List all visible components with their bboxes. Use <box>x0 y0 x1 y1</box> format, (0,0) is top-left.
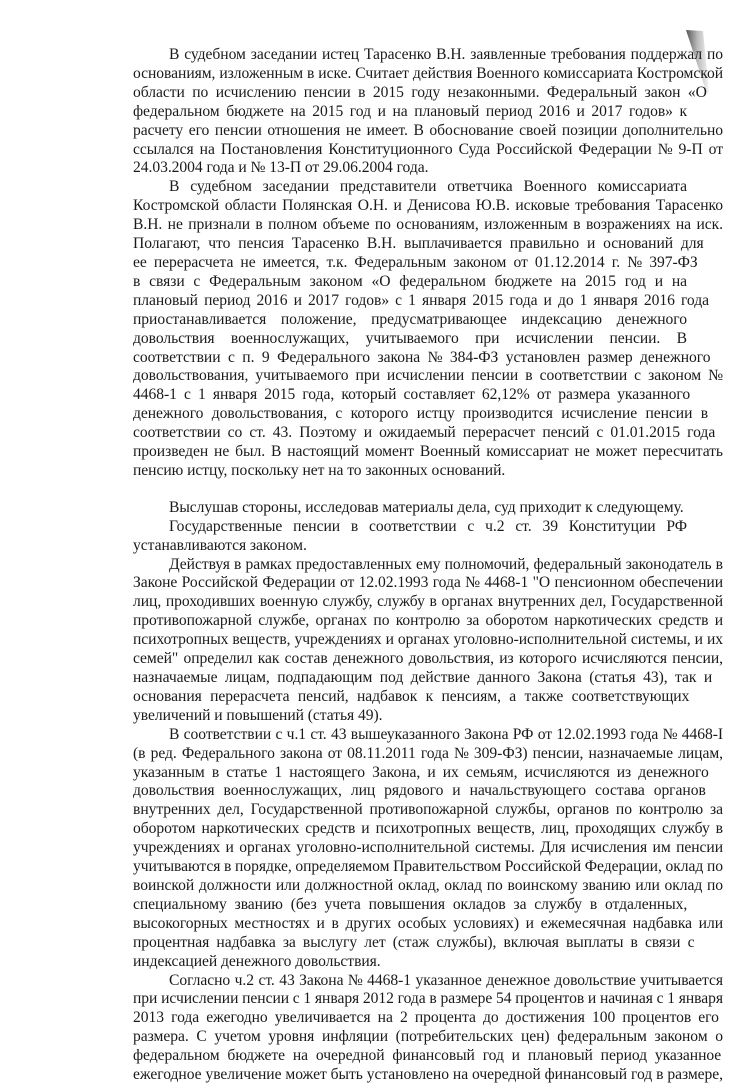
document-page <box>97 46 723 1085</box>
text-line: учреждениях и органах уголовно-исполнительной системы. Для исчисления им пенсии <box>133 839 723 857</box>
text-line: 24.03.2004 года и № 13-П от 29.06.2004 года. <box>133 159 429 177</box>
text-line: размера. С учетом уровня инфляции (потребительских цен) федеральным законом о <box>133 1028 723 1046</box>
text-line: индексацией денежного довольствия. <box>133 952 381 970</box>
text-line: плановый период 2016 и 2017 годов» с 1 января 2015 года и до 1 января 2016 года <box>133 291 709 309</box>
text-line: произведен не был. В настоящий момент Военный комиссариат не может пересчитать <box>133 443 723 461</box>
text-line: Полагают, что пенсия Тарасенко В.Н. выплачивается правильно и оснований для <box>133 235 704 253</box>
text-line: приостанавливается положение, предусматривающее индексацию денежного <box>133 310 687 328</box>
text-line: психотропных веществ, учреждениях и органах уголовно-исполнительной системы, и их <box>133 631 723 649</box>
text-line: внутренних дел, Государственной противопожарной службы, органов по контролю за <box>133 801 723 819</box>
text-line: довольствования, учитываемого при исчислении пенсии в соответствии с законом № <box>133 367 723 385</box>
text-line: соответствии с п. 9 Федерального закона № 384-ФЗ установлен размер денежного <box>133 348 711 366</box>
text-line: Законе Российской Федерации от 12.02.1993 года № 4468-1 "О пенсионном обеспечении <box>133 574 723 592</box>
text-line: Действуя в рамках предоставленных ему полномочий, федеральный законодатель в <box>169 555 723 573</box>
text-line: денежного довольствования, с которого истцу производится исчисление пенсии в <box>133 405 709 423</box>
text-line: В.Н. не признали в полном объеме по основаниям, изложенным в возражениях на иск. <box>133 216 723 234</box>
text-line: пенсию истцу, поскольку нет на то законных оснований. <box>133 461 506 479</box>
paragraph-article-43-part-1 <box>97 725 723 972</box>
text-line: расчету его пенсии отношения не имеет. В обоснование своей позиции дополнительно <box>133 121 723 139</box>
paragraph-constitution <box>97 518 687 556</box>
text-line: федеральном бюджете на очередной финансовый год и плановый период указанное <box>133 1047 722 1065</box>
paragraph-gap <box>97 481 687 499</box>
text-line: (в ред. Федерального закона от 08.11.2011 года № 309-ФЗ) пенсии, назначаемые лицам, <box>133 744 723 762</box>
text-line: ее перерасчета не имеется, т.к. Федеральным законом от 01.12.2014 г. № 397-ФЗ <box>133 253 698 271</box>
paragraph-law-4468-1 <box>97 555 723 726</box>
text-line: лиц, проходивших военную службу, службу в органах внутренних дел, Государственной <box>133 593 723 611</box>
text-line: в связи с Федеральным законом «О федеральном бюджете на 2015 год и на <box>133 272 687 290</box>
text-line: Государственные пенсии в соответствии с ч.2 ст. 39 Конституции РФ <box>169 517 687 535</box>
text-line: 2013 года ежегодно увеличивается на 2 процента до достижения 100 процентов его <box>133 1009 719 1027</box>
text-line: федеральном бюджете на 2015 год и на плановый период 2016 и 2017 годов» к <box>133 102 688 120</box>
text-line: устанавливаются законом. <box>133 536 307 554</box>
text-line: основания перерасчета пенсий, надбавок к пенсиям, а также соответствующих <box>133 687 690 705</box>
text-line: ежегодное увеличение может быть установлено на очередной финансовый год в размере, <box>133 1066 723 1084</box>
text-line: воинской должности или должностной оклад, оклад по воинскому званию или оклад по <box>133 876 723 894</box>
text-line: учитываются в порядке, определяемом Правительством Российской Федерации, оклад по <box>133 858 723 876</box>
text-line: высокогорных местностях и в других особых условиях) и ежемесячная надбавка или <box>133 914 723 932</box>
text-line: Выслушав стороны, исследовав материалы дела, суд приходит к следующему. <box>169 498 684 516</box>
text-line: Костромской области Полянская О.Н. и Денисова Ю.В. исковые требования Тарасенко <box>133 197 723 215</box>
paragraph-plaintiff-position <box>97 46 723 178</box>
text-line: В соответствии с ч.1 ст. 43 вышеуказанного Закона РФ от 12.02.1993 года № 4468-I <box>169 725 723 743</box>
text-line: семей" определил как состав денежного довольствия, из которого исчисляются пенсии, <box>133 650 723 668</box>
paragraph-defendant-position <box>97 178 723 481</box>
text-line: при исчислении пенсии с 1 января 2012 года в размере 54 процентов и начиная с 1 января <box>133 990 723 1008</box>
text-line: специальному званию (без учета повышения окладов за службу в отдаленных, <box>133 895 688 913</box>
text-line: противопожарной службе, органах по контролю за оборотом наркотических средств и <box>133 612 723 630</box>
text-line: 4468-1 с 1 января 2015 года, который составляет 62,12% от размера указанного <box>133 386 691 404</box>
text-line: назначаемые лицам, подпадающим под действие данного Закона (статья 43), так и <box>133 669 713 686</box>
text-line: оборотом наркотических средств и психотропных веществ, лиц, проходящих службу в <box>133 820 723 838</box>
text-line: увеличений и повышений (статья 49). <box>133 706 383 724</box>
text-line: основаниям, изложенным в иске. Считает действия Военного комиссариата Костромской <box>133 64 723 82</box>
text-line: процентная надбавка за выслугу лет (стаж службы), включая выплаты в связи с <box>133 933 695 951</box>
text-line: указанным в статье 1 настоящего Закона, и их семьям, исчисляются из денежного <box>133 763 709 781</box>
paragraph-court-conclusion-intro <box>97 499 687 518</box>
text-line: области по исчислению пенсии в 2015 году незаконными. Федеральный закон «О <box>133 83 707 101</box>
text-line: В судебном заседании представители ответчика Военного комиссариата <box>169 178 687 196</box>
text-line: В судебном заседании истец Тарасенко В.Н. заявленные требования поддержал по <box>169 46 723 63</box>
paragraph-article-43-part-2 <box>97 971 723 1085</box>
text-line: ссылался на Постановления Конституционного Суда Российской Федерации № 9-П от <box>133 140 723 158</box>
text-line: Согласно ч.2 ст. 43 Закона № 4468-1 указанное денежное довольствие учитывается <box>169 971 723 989</box>
text-line: соответствии со ст. 43. Поэтому и ожидаемый перерасчет пенсий с 01.01.2015 года <box>133 424 716 442</box>
text-line: довольствия военнослужащих, учитываемого при исчислении пенсии. В <box>133 329 687 347</box>
text-line: довольствия военнослужащих, лиц рядового и начальствующего состава органов <box>133 782 706 800</box>
